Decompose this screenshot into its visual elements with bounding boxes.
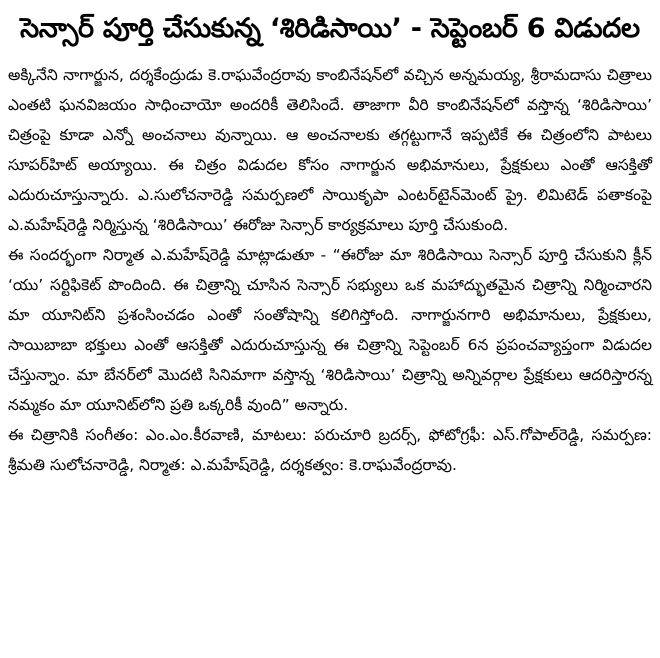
article-paragraph-2: ఈ సందర్భంగా నిర్మాత ఎ.మహేష్‌రెడ్డి మాట్లాడుతూ - “ఈరోజు మా శిరిడిసాయి సెన్సార్ పూర్తి చేసుకుని క్లీన్ ‘యు’ సర్టిఫికెట్ పొందింది. ఈ చిత్రాన్ని చూసిన సెన్సార్ సభ్యులు ఒక మహాద్భుతమైన చిత్రాన్ని నిర్మించారని మా యూనిట్‌ని ప్రశంసించడం ఎంతో సంతోషాన్ని కలిగిస్తోంది. నాగార్జునగారి అభిమానులు, ప్రేక్షకులు, సాయిబాబా భక్తులు ఎంతో ఆసక్తితో ఎదురుచూస్తున్న ఈ చిత్రాన్ని సెప్టెంబర్ 6న ప్రపంచవ్యాప్తంగా విడుదల చేస్తున్నాం. మా బేనర్‌లో మొదటి సినిమాగా వస్తొన్న ‘శిరిడిసాయి’ చిత్రాన్ని అన్నివర్గాల ప్రేక్షకులు ఆదరిస్తారన్న నమ్మకం మా యూనిట్‌లోని ప్రతి ఒక్కరికీ వుంది” అన్నారు. [8, 246, 652, 414]
article-paragraph-3: ఈ చిత్రానికి సంగీతం: ఎం.ఎం.కీరవాణి, మాటలు: పరుచూరి బ్రదర్స్, ఫోటోగ్రఫీ: ఎస్.గోపాల్‌రెడ్డి, సమర్పణ: శ్రీమతి సులోచనారెడ్డి, నిర్మాత: ఎ.మహేష్‌రెడ్డి, దర్శకత్వం: కె.రాఘవేంద్రరావు. [8, 426, 652, 474]
article-headline: సెన్సార్ పూర్తి చేసుకున్న ‘శిరిడిసాయి’ - సెప్టెంబర్ 6 విడుదల [20, 13, 640, 44]
article-paragraph-1: అక్కినేని నాగార్జున, దర్శకేంద్రుడు కె.రాఘవేంద్రరావు కాంబినేషన్‌లో వచ్చిన అన్నమయ్య, శ్రీరామదాసు చిత్రాలు ఎంతటి ఘనవిజయం సాధించాయో అందరికీ తెలిసిందే. తాజాగా వీరి కాంబినేషన్‌లో వస్తొన్న ‘శిరిడిసాయి’ చిత్రంపై కూడా ఎన్నో అంచనాలు వున్నాయి. ఆ అంచనాలకు తగ్గట్టుగానే ఇప్పటికే ఈ చిత్రంలోని పాటలు సూపర్‌హిట్ అయ్యాయి. ఈ చిత్రం విడుదల కోసం నాగార్జున అభిమానులు, ప్రేక్షకులు ఎంతో ఆసక్తితో ఎదురుచూస్తున్నారు. ఎ.సులోచనారెడ్డి సమర్పణలో సాయికృపా ఎంటర్‌టైన్‌మెంట్ ప్రై. లిమిటెడ్ పతాకంపై ఎ.మహేష్‌రెడ్డి నిర్మిస్తున్న ‘శిరిడిసాయి’ ఈరోజు సెన్సార్ కార్యక్రమాలు పూర్తి చేసుకుంది. [8, 66, 652, 234]
